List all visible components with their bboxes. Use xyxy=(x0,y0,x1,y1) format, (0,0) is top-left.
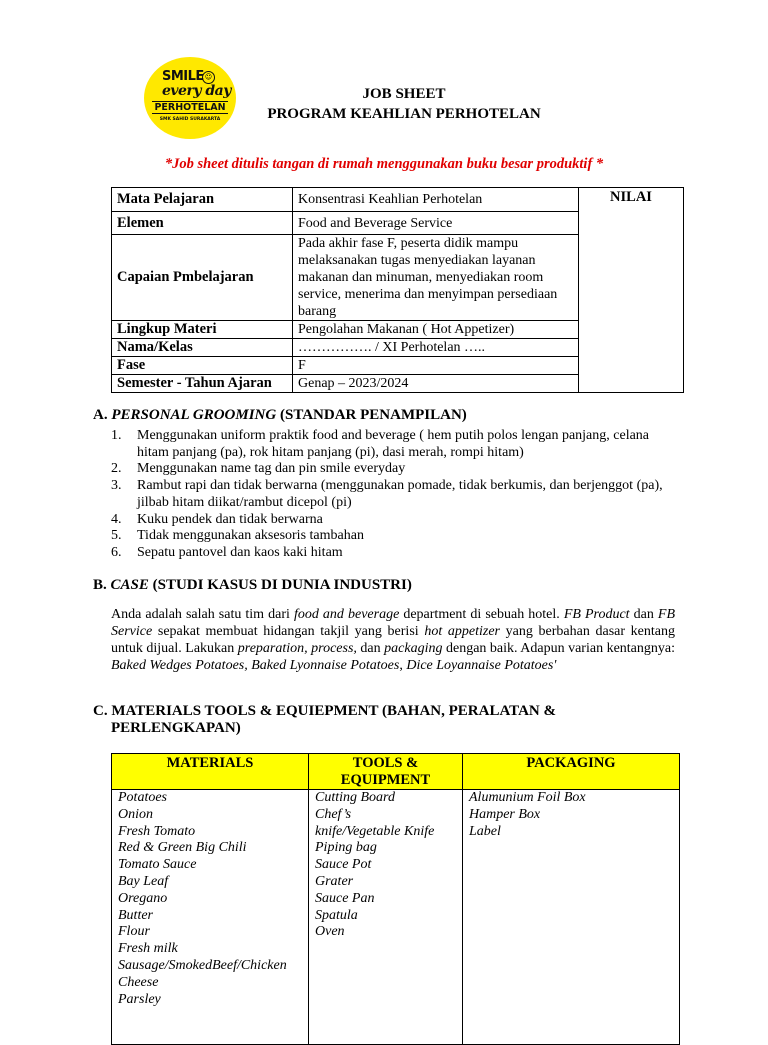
smiley-icon: ☺ xyxy=(202,71,215,84)
tools-item: knife/Vegetable Knife xyxy=(315,823,435,839)
case-text-segment: sepakat membuat hidangan takjil yang berisi xyxy=(152,624,425,639)
info-key: Capaian Pmbelajaran xyxy=(112,235,293,321)
info-value: F xyxy=(293,357,579,375)
tools-item: Sauce Pot xyxy=(315,857,372,873)
section-b-heading xyxy=(93,577,412,594)
case-text-segment: preparation, process, xyxy=(237,641,357,656)
case-text-segment: Dice Loyannaise Potatoes' xyxy=(406,658,557,673)
item-text: Menggunakan uniform praktik food and beverage ( hem putih polos lengan panjang, celana hitam panjang (pa), rok hitam panjang (pi), dasi merah, rompi hitam) xyxy=(137,428,650,460)
info-table xyxy=(111,187,684,393)
info-key: Nama/Kelas xyxy=(112,339,293,357)
materials-item: Butter xyxy=(118,907,153,923)
grooming-list xyxy=(111,428,675,562)
section-a-em: PERSONAL GROOMING xyxy=(111,407,277,423)
section-c-line1: MATERIALS TOOLS & EQUIEPMENT (BAHAN, PERALATAN & xyxy=(111,703,556,719)
materials-item: Potatoes xyxy=(118,790,167,805)
handwriting-note: *Job sheet ditulis tangan di rumah menggunakan buku besar produktif * xyxy=(164,156,604,172)
logo-smile-text: SMILE xyxy=(162,69,204,84)
grooming-item xyxy=(111,512,675,529)
tools-item: Chef’s xyxy=(315,806,352,822)
section-a-heading xyxy=(93,407,467,424)
materials-item: Parsley xyxy=(118,991,161,1007)
materials-item: Red & Green Big Chili xyxy=(118,840,247,856)
tools-header-text: TOOLS & EQUIPMENT xyxy=(340,755,431,788)
case-text-segment: dengan baik. Adapun varian kentangnya: xyxy=(442,641,676,656)
tools-cell xyxy=(309,790,463,1045)
tools-header xyxy=(309,754,463,790)
item-number: 4. xyxy=(111,511,122,527)
materials-item: Cheese xyxy=(118,974,159,990)
page-subtitle: PROGRAM KEAHLIAN PERHOTELAN xyxy=(267,106,541,122)
page-title: JOB SHEET xyxy=(362,86,446,102)
case-text-segment: department di sebuah hotel. xyxy=(399,607,564,622)
materials-item: Flour xyxy=(118,924,150,940)
info-value: Konsentrasi Keahlian Perhotelan xyxy=(293,188,579,212)
item-text: Menggunakan name tag dan pin smile everyday xyxy=(137,461,406,477)
case-text-segment: FB Service xyxy=(111,607,676,639)
case-paragraph xyxy=(111,606,675,674)
tools-item: Grater xyxy=(315,873,354,889)
case-text-segment: food and beverage xyxy=(293,607,400,622)
case-text-segment: yang berbahan dasar kentang untuk dijual. Lakukan xyxy=(111,624,676,656)
section-b-rest: (STUDI KASUS DI DUNIA INDUSTRI) xyxy=(148,577,412,593)
item-number: 5. xyxy=(111,528,122,544)
case-text-segment: FB Product xyxy=(563,607,630,622)
case-text-segment: packaging xyxy=(384,641,443,656)
info-key: Mata Pelajaran xyxy=(112,188,293,212)
case-text-segment: hot appetizer xyxy=(424,624,500,639)
grooming-item xyxy=(111,528,675,545)
section-a-rest: (STANDAR PENAMPILAN) xyxy=(276,407,467,423)
logo-school-text: SMK SAHID SURAKARTA xyxy=(159,117,221,122)
tools-item: Spatula xyxy=(315,907,358,923)
item-text: Kuku pendek dan tidak berwarna xyxy=(137,511,323,527)
grooming-item xyxy=(111,461,675,478)
grooming-item xyxy=(111,428,675,461)
materials-item: Sausage/SmokedBeef/Chicken xyxy=(118,957,287,973)
packaging-item: Hamper Box xyxy=(469,806,541,822)
packaging-item: Label xyxy=(469,823,501,839)
packaging-header: PACKAGING xyxy=(463,754,680,790)
grooming-item xyxy=(111,478,675,511)
tools-item: Oven xyxy=(315,924,345,940)
materials-item: Oregano xyxy=(118,890,168,906)
nilai-cell: NILAI xyxy=(579,188,684,393)
item-number: 3. xyxy=(111,478,122,494)
info-value: Pada akhir fase F, peserta didik mampu melaksanakan tugas menyediakan layanan makanan dan minuman, menyediakan room service, menerima dan menyimpan persediaan barang xyxy=(293,235,579,321)
materials-item: Tomato Sauce xyxy=(118,857,197,873)
packaging-item: Alumunium Foil Box xyxy=(469,790,586,805)
info-key: Elemen xyxy=(112,212,293,235)
section-c-heading xyxy=(93,703,556,720)
logo-perhotelan-text: PERHOTELAN xyxy=(152,101,228,114)
item-text: Tidak menggunakan aksesoris tambahan xyxy=(137,528,364,544)
materials-header: MATERIALS xyxy=(112,754,309,790)
info-value: Food and Beverage Service xyxy=(293,212,579,235)
packaging-cell xyxy=(463,790,680,1045)
tools-item: Cutting Board xyxy=(315,790,395,805)
case-text-segment: dan xyxy=(356,641,385,656)
materials-item: Fresh milk xyxy=(118,941,178,957)
grooming-item xyxy=(111,545,675,562)
info-value: Pengolahan Makanan ( Hot Appetizer) xyxy=(293,321,579,339)
info-key: Lingkup Materi xyxy=(112,321,293,339)
tools-item: Sauce Pan xyxy=(315,890,375,906)
materials-cell xyxy=(112,790,309,1045)
tools-item: Piping bag xyxy=(315,840,377,856)
section-c-line2: PERLENGKAPAN) xyxy=(111,720,241,736)
case-text-segment: , xyxy=(399,658,407,673)
item-text: Sepatu pantovel dan kaos kaki hitam xyxy=(137,544,343,560)
case-text-segment: dan xyxy=(629,607,658,622)
info-value: Genap – 2023/2024 xyxy=(293,375,579,393)
logo-everyday-text: every day xyxy=(162,83,231,99)
item-number: 1. xyxy=(111,428,122,443)
item-number: 2. xyxy=(111,461,122,477)
item-text: Rambut rapi dan tidak berwarna (menggunakan pomade, tidak berkumis, dan berjenggot (pa), jilbab hitam diikat/rambut dicepol (pi) xyxy=(137,478,663,510)
materials-item: Bay Leaf xyxy=(118,873,169,889)
case-text-segment: Baked Wedges Potatoes, Baked Lyonnaise Potatoes xyxy=(111,658,400,673)
info-key: Semester - Tahun Ajaran xyxy=(112,375,293,393)
section-b-em: CASE xyxy=(110,577,149,593)
case-text-segment: Anda adalah salah satu tim dari xyxy=(111,607,294,622)
info-key: Fase xyxy=(112,357,293,375)
materials-table xyxy=(111,753,680,1045)
section-a-letter: A. xyxy=(93,407,108,423)
materials-item: Fresh Tomato xyxy=(118,823,196,839)
info-value: ……………. / XI Perhotelan ….. xyxy=(293,339,579,357)
section-b-letter: B. xyxy=(93,577,107,593)
materials-item: Onion xyxy=(118,806,153,822)
section-c-letter: C. xyxy=(93,703,108,719)
item-number: 6. xyxy=(111,544,122,560)
